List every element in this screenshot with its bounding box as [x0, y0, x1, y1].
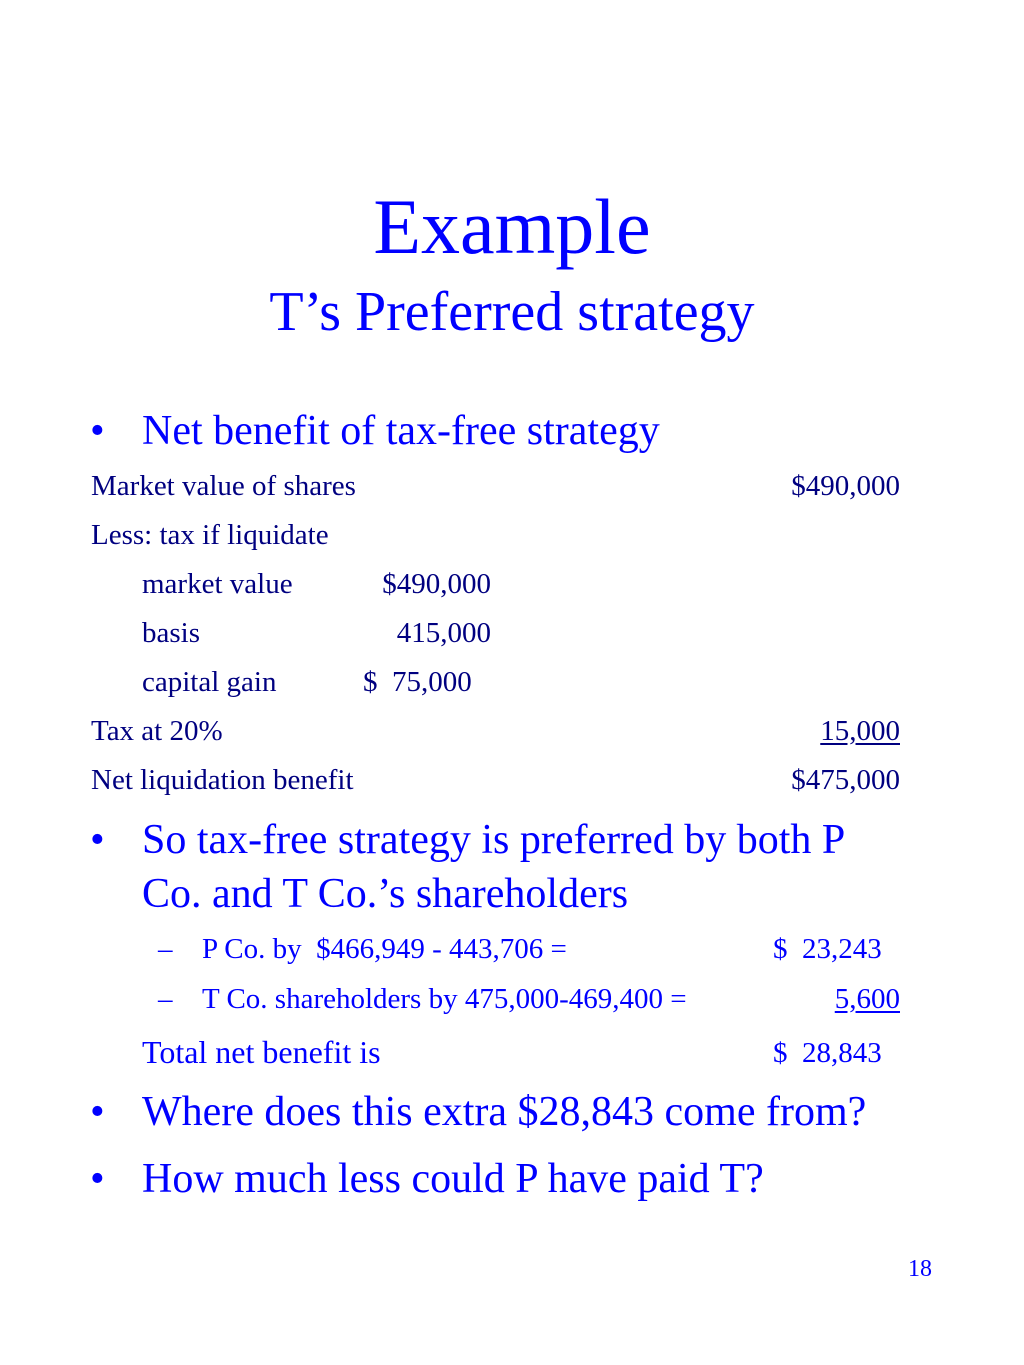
bullet-extra-question: Where does this extra $28,843 come from? — [142, 1089, 867, 1135]
sub-row-amount: $490,000 — [382, 568, 491, 600]
bullet-preferred-line2: Co. and T Co.’s shareholders — [142, 871, 629, 917]
bullet-marker: • — [90, 408, 105, 454]
less-tax-label: Less: tax if liquidate — [91, 519, 329, 551]
sub-row-label: capital gain — [142, 666, 277, 698]
slide-title: Example — [373, 183, 651, 270]
sub-row-label: market value — [142, 568, 293, 600]
bullet-marker: • — [90, 817, 105, 863]
sub-bullet-p-co-amount: $ 23,243 — [773, 933, 882, 965]
dash-marker: – — [158, 983, 173, 1015]
sub-bullet-t-co-amount: 5,600 — [834, 983, 900, 1015]
sub-row-amount: 415,000 — [396, 617, 491, 649]
bullet-preferred-line1: So tax-free strategy is preferred by both P — [142, 817, 846, 863]
bullet-how-much-less: How much less could P have paid T? — [142, 1156, 764, 1202]
net-liquidation-label: Net liquidation benefit — [91, 764, 354, 796]
bullet-marker: • — [90, 1089, 105, 1135]
bullet-marker: • — [90, 1156, 105, 1202]
tax-amount: 15,000 — [820, 715, 900, 747]
tax-label: Tax at 20% — [91, 715, 223, 747]
total-net-benefit-label: Total net benefit is — [142, 1034, 381, 1070]
sub-bullet-t-co: T Co. shareholders by 475,000-469,400 = — [202, 983, 687, 1015]
net-liquidation-amount: $475,000 — [791, 764, 900, 796]
total-net-benefit-amount: $ 28,843 — [773, 1037, 882, 1069]
sub-row-label: basis — [142, 617, 200, 649]
sub-bullet-p-co: P Co. by $466,949 - 443,706 = — [202, 933, 567, 965]
dash-marker: – — [158, 933, 173, 965]
market-value-label: Market value of shares — [91, 470, 356, 502]
bullet-net-benefit: Net benefit of tax-free strategy — [142, 408, 660, 454]
market-value-amount: $490,000 — [791, 470, 900, 502]
sub-row-amount: $ 75,000 — [363, 666, 472, 698]
page-number: 18 — [908, 1256, 932, 1282]
slide-subtitle: T’s Preferred strategy — [269, 281, 755, 343]
